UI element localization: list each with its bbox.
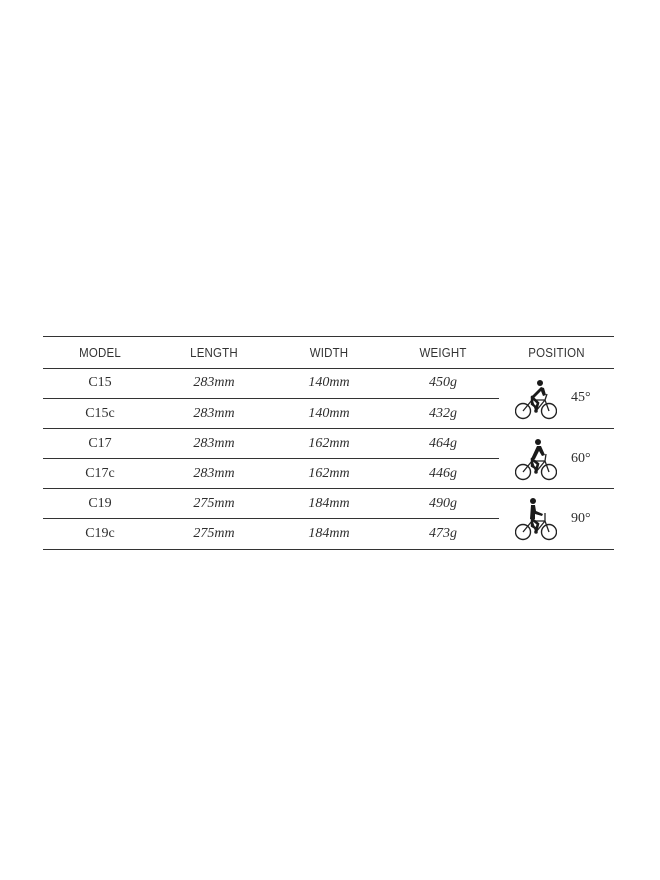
cell-model: C19c — [85, 526, 115, 541]
position-cell — [499, 489, 614, 549]
cell-length: 283mm — [193, 375, 235, 390]
position-cell — [499, 368, 614, 428]
cell-width: 162mm — [308, 466, 350, 481]
header-width: WIDTH — [309, 346, 349, 360]
cell-width: 184mm — [308, 496, 350, 511]
saddle-spec-table — [43, 336, 614, 550]
cell-model: C17 — [88, 436, 112, 451]
cyclist-90-icon — [515, 497, 557, 541]
cell-width: 140mm — [308, 375, 350, 390]
cell-length: 275mm — [193, 496, 235, 511]
header-model: MODEL — [79, 346, 121, 360]
cell-length: 283mm — [193, 406, 235, 421]
cell-width: 162mm — [308, 436, 350, 451]
cell-weight: 432g — [429, 406, 457, 421]
cell-model: C17c — [85, 466, 115, 481]
header-length: LENGTH — [190, 346, 238, 360]
cell-weight: 490g — [429, 496, 457, 511]
cyclist-45-icon — [515, 376, 557, 420]
cell-weight: 464g — [429, 436, 457, 451]
cell-model: C15 — [88, 375, 112, 390]
position-angle: 45° — [571, 390, 591, 405]
cell-width: 184mm — [308, 526, 350, 541]
position-angle: 60° — [571, 451, 591, 466]
cell-weight: 450g — [429, 375, 457, 390]
position-angle: 90° — [571, 511, 591, 526]
cell-model: C15c — [85, 406, 115, 421]
table-header-row — [43, 337, 614, 369]
cell-weight: 446g — [429, 466, 457, 481]
header-position: POSITION — [528, 346, 585, 360]
cell-width: 140mm — [308, 406, 350, 421]
header-weight: WEIGHT — [419, 346, 467, 360]
cell-weight: 473g — [429, 526, 457, 541]
cell-model: C19 — [88, 496, 112, 511]
cell-length: 283mm — [193, 466, 235, 481]
cyclist-60-icon — [515, 437, 557, 481]
cell-length: 275mm — [193, 526, 235, 541]
cell-length: 283mm — [193, 436, 235, 451]
position-cell — [499, 429, 614, 489]
